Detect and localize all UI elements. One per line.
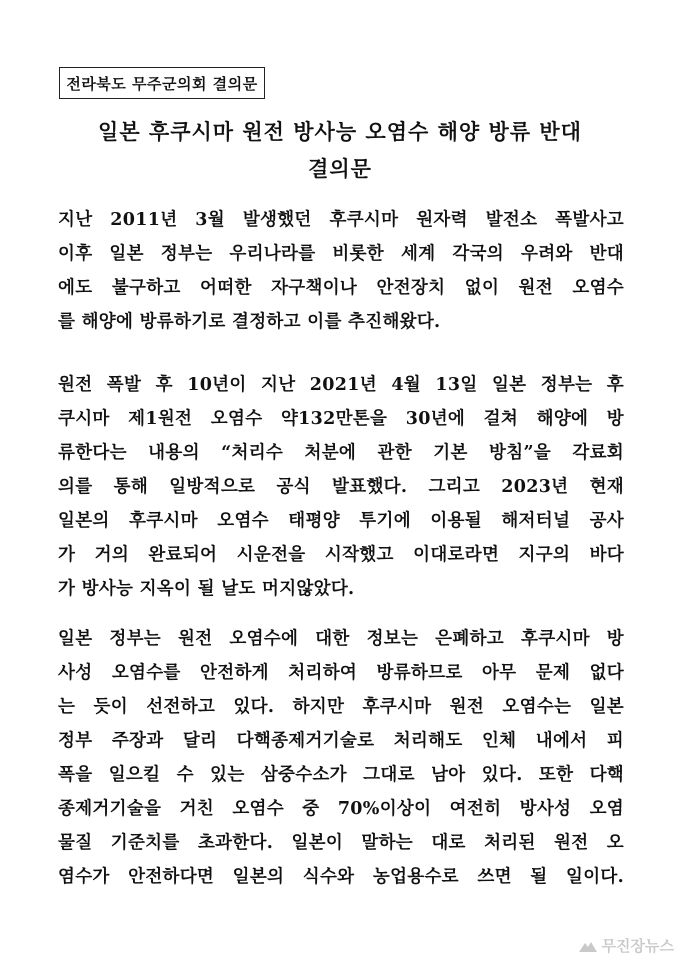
paragraph-line: 정부 주장과 달리 다핵종제거기술로 처리해도 인체 내에서 피 bbox=[58, 731, 624, 751]
document-label-box bbox=[59, 67, 265, 99]
paragraph-line: 원전 폭발 후 10년이 지난 2021년 4월 13일 일본 정부는 후 bbox=[58, 375, 624, 395]
paragraph-line: 종제거기술을 거친 오염수 중 70%이상이 여전히 방사성 오염 bbox=[58, 799, 624, 819]
paragraph-line: 폭을 일으킬 수 있는 삼중수소가 그대로 남아 있다. 또한 다핵 bbox=[58, 765, 624, 785]
paragraph-line: 에도 불구하고 어떠한 자구책이나 안전장치 없이 원전 오염수 bbox=[58, 278, 624, 298]
document-label: 전라북도 무주군의회 결의문 bbox=[66, 74, 258, 93]
title-line-1: 일본 후쿠시마 원전 방사능 오염수 해양 방류 반대 bbox=[98, 119, 582, 144]
paragraph-line: 사성 오염수를 안전하게 처리하여 방류하므로 아무 문제 없다 bbox=[58, 663, 624, 683]
paragraph-line: 염수가 안전하다면 일본의 식수와 농업용수로 쓰면 될 일이다. bbox=[58, 867, 624, 887]
watermark bbox=[578, 935, 674, 956]
paragraph-line: 쿠시마 제1원전 오염수 약132만톤을 30년에 걸쳐 해양에 방 bbox=[58, 409, 624, 429]
paragraph-line: 일본 정부는 원전 오염수에 대한 정보는 은폐하고 후쿠시마 방 bbox=[58, 629, 624, 649]
paragraph-line: 는 듯이 선전하고 있다. 하지만 후쿠시마 원전 오염수는 일본 bbox=[58, 697, 624, 717]
mountain-logo-icon bbox=[578, 938, 598, 954]
watermark-text: 무진장뉴스 bbox=[601, 937, 674, 955]
paragraph-line: 지난 2011년 3월 발생했던 후쿠시마 원자력 발전소 폭발사고 bbox=[58, 210, 624, 230]
paragraph-line: 가 방사능 지옥이 될 날도 머지않았다. bbox=[58, 579, 355, 599]
paragraph-line: 를 해양에 방류하기로 결정하고 이를 추진해왔다. bbox=[58, 312, 441, 332]
paragraph-line: 물질 기준치를 초과한다. 일본이 말하는 대로 처리된 원전 오 bbox=[58, 833, 624, 853]
title-line-2: 결의문 bbox=[308, 156, 372, 181]
paragraph-1 bbox=[58, 203, 624, 339]
paragraph-line: 의를 통해 일방적으로 공식 발표했다. 그리고 2023년 현재 bbox=[58, 477, 624, 497]
paragraph-3 bbox=[58, 622, 624, 894]
document-title bbox=[0, 113, 680, 187]
paragraph-line: 일본의 후쿠시마 오염수 태평양 투기에 이용될 해저터널 공사 bbox=[58, 511, 624, 531]
paragraph-line: 가 거의 완료되어 시운전을 시작했고 이대로라면 지구의 바다 bbox=[58, 545, 624, 565]
paragraph-line: 이후 일본 정부는 우리나라를 비롯한 세계 각국의 우려와 반대 bbox=[58, 244, 624, 264]
paragraph-2 bbox=[58, 368, 624, 606]
paragraph-line: 류한다는 내용의 “처리수 처분에 관한 기본 방침”을 각료회 bbox=[58, 443, 624, 463]
